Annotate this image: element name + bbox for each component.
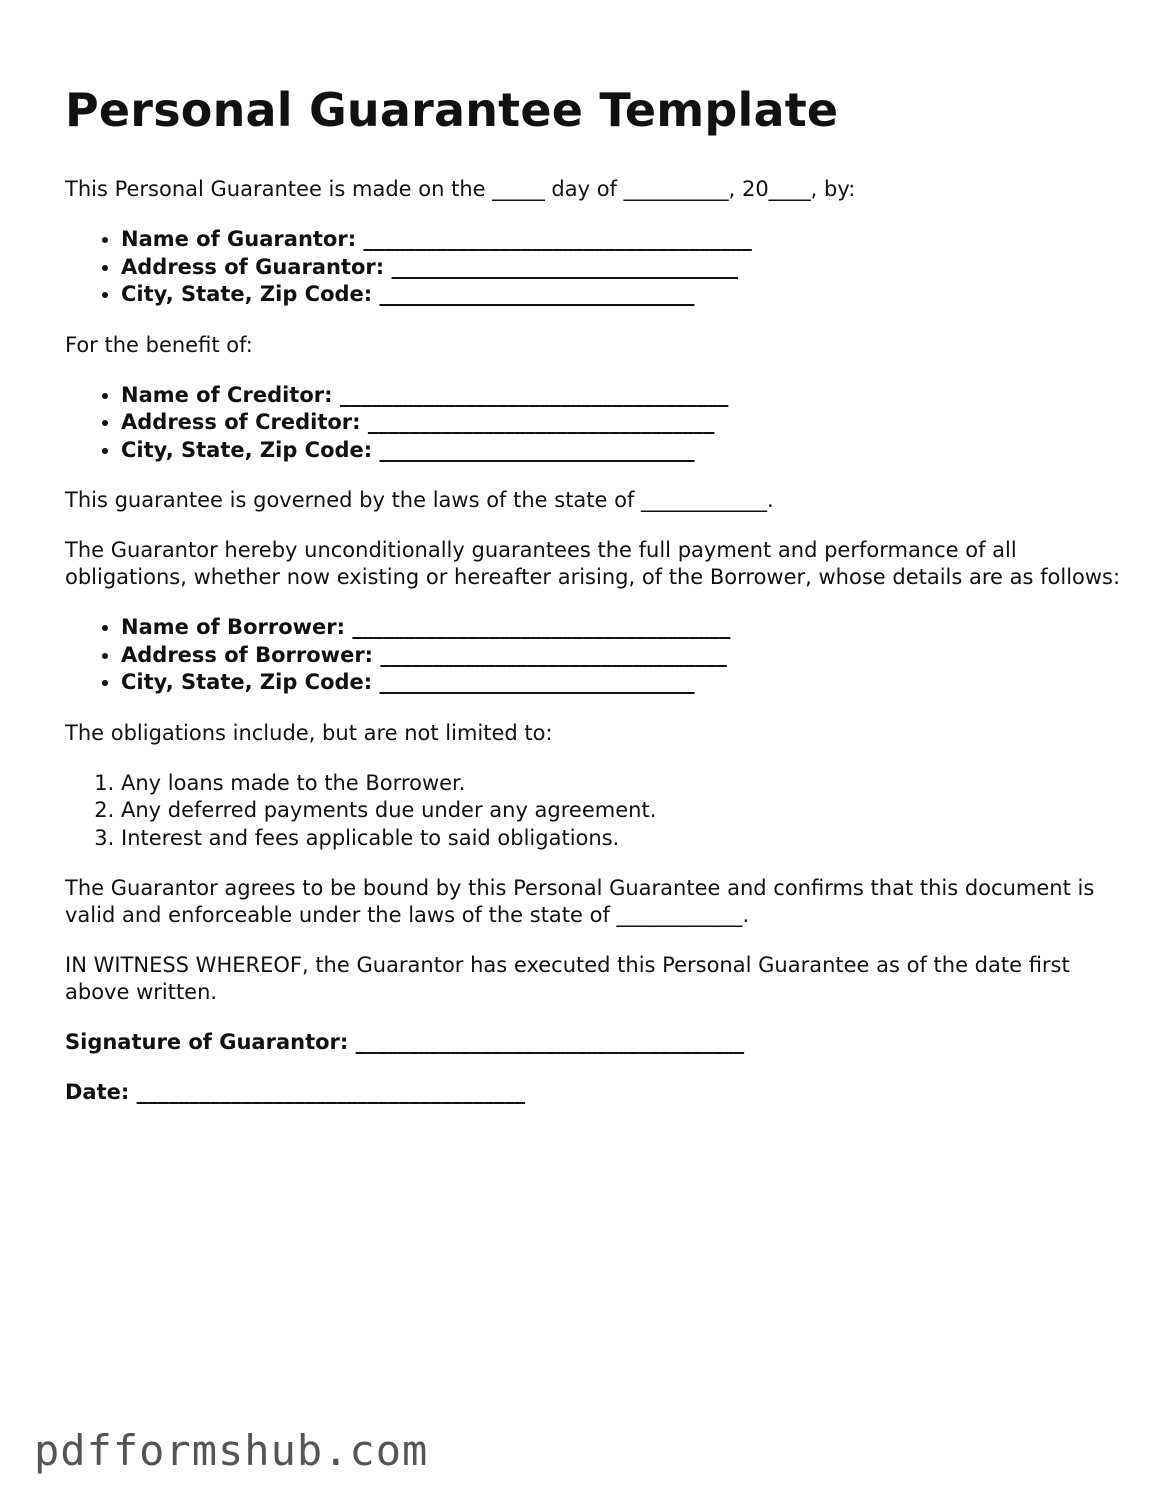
borrower-fields-list	[65, 614, 1125, 697]
creditor-city-field: • City, State, Zip Code: ______________________________	[121, 437, 1125, 465]
page-title: Personal Guarantee Template	[65, 83, 839, 137]
guarantor-address-field: • Address of Guarantor: _________________________________	[121, 254, 1125, 282]
obligations-intro-paragraph: The Guarantor hereby unconditionally guarantees the full payment and performance of all obligations, whether now existing or hereafter arising, of the Borrower, whose details are as follows:	[65, 538, 1121, 589]
borrower-name-field: • Name of Borrower: ____________________________________	[121, 614, 1125, 642]
governing-law-paragraph: This guarantee is governed by the laws of the state of ____________.	[65, 488, 774, 512]
creditor-name-field: • Name of Creditor: _____________________________________	[121, 382, 1125, 410]
watermark: pdfformshub.com	[34, 1426, 429, 1475]
document-page	[65, 82, 1125, 1129]
borrower-city-field: • City, State, Zip Code: ______________________________	[121, 669, 1125, 697]
benefit-paragraph: For the benefit of:	[65, 332, 253, 357]
obligation-item: 2. Any deferred payments due under any agreement.	[121, 797, 1125, 825]
obligation-item: 1. Any loans made to the Borrower.	[121, 770, 1125, 798]
guarantor-name-field: • Name of Guarantor: _____________________________________	[121, 226, 1125, 254]
obligations-list	[65, 770, 1125, 853]
intro-paragraph: This Personal Guarantee is made on the _____ day of __________, 20____, by:	[65, 177, 856, 201]
obligation-item: 3. Interest and fees applicable to said obligations.	[121, 825, 1125, 853]
guarantor-fields-list	[65, 226, 1125, 309]
borrower-address-field: • Address of Borrower: _________________________________	[121, 642, 1125, 670]
creditor-address-field: • Address of Creditor: _________________________________	[121, 409, 1125, 437]
creditor-fields-list	[65, 382, 1125, 465]
signature-line: Signature of Guarantor: _____________________________________	[65, 1030, 745, 1054]
agreement-paragraph: The Guarantor agrees to be bound by this Personal Guarantee and confirms that this document is valid and enforceable under the laws of the state of ____________.	[65, 876, 1095, 927]
guarantor-city-field: • City, State, Zip Code: ______________________________	[121, 281, 1125, 309]
obligations-list-intro: The obligations include, but are not limited to:	[65, 720, 553, 745]
date-line: Date: _____________________________________	[65, 1080, 526, 1104]
witness-paragraph: IN WITNESS WHEREOF, the Guarantor has executed this Personal Guarantee as of the date first above written.	[65, 953, 1070, 1004]
